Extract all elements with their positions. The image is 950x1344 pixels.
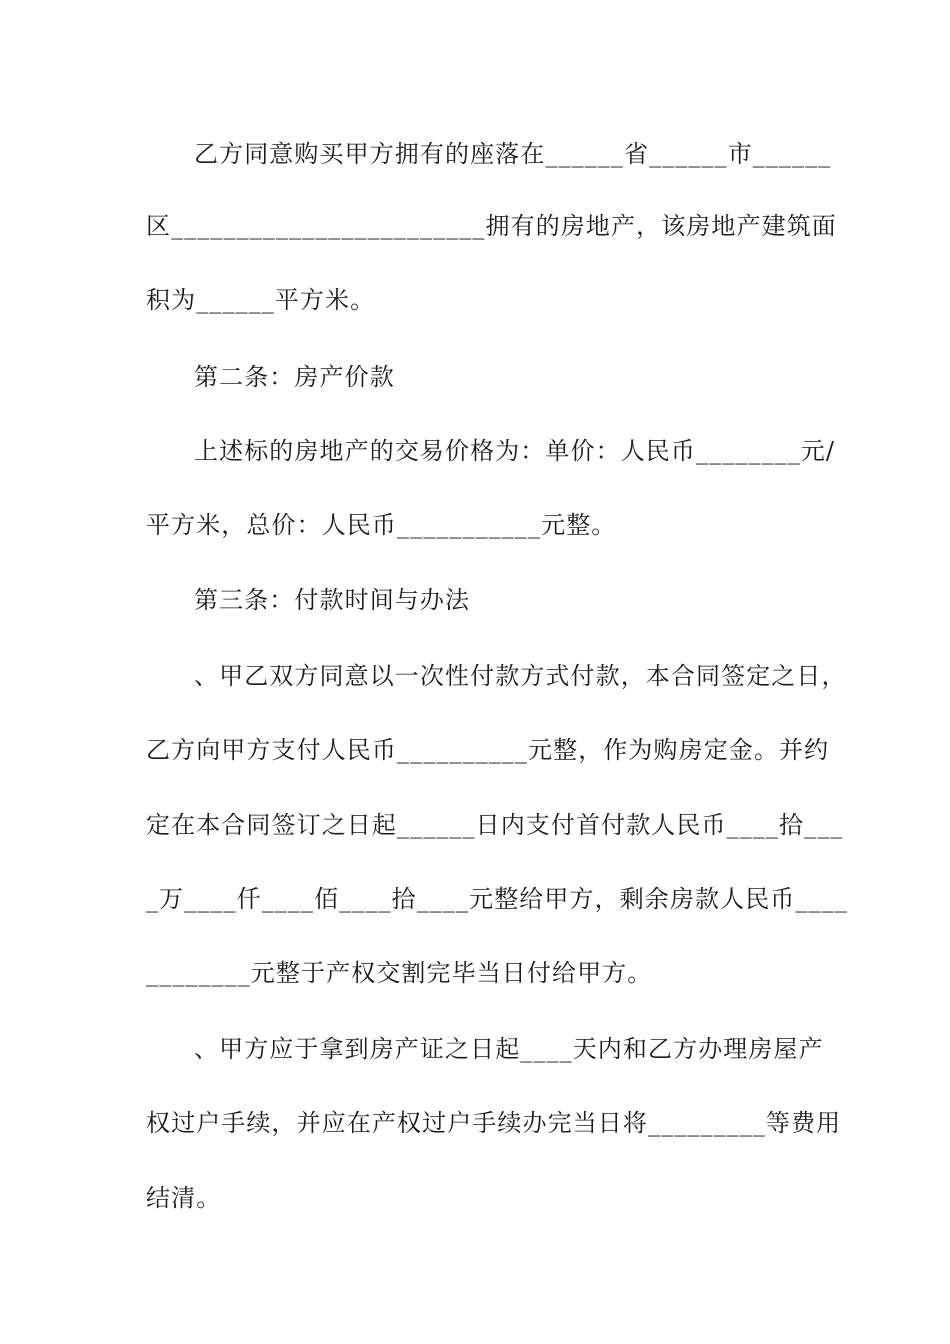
section-heading: 第三条：付款时间与办法 <box>194 586 471 614</box>
paragraph-line: 平方米，总价：人民币___________元整。 <box>146 511 617 539</box>
paragraph-line: 积为______平方米。 <box>146 286 376 314</box>
paragraph-line: 定在本合同签订之日起______日内支付首付款人民币____拾___ <box>146 811 844 839</box>
paragraph-line: ________元整于产权交割完毕当日付给甲方。 <box>146 959 653 987</box>
paragraph-line: _万____仟____佰____拾____元整给甲方，剩余房款人民币____ <box>146 885 848 913</box>
paragraph-line: 、甲方应于拿到房产证之日起____天内和乙方办理房屋产 <box>194 1035 824 1063</box>
paragraph-line: 结清。 <box>146 1184 222 1212</box>
paragraph-line: 上述标的房地产的交易价格为：单价：人民币________元/ <box>194 437 836 465</box>
paragraph-line: 乙方同意购买甲方拥有的座落在______省______市______ <box>194 140 832 168</box>
paragraph-line: 区________________________拥有的房地产，该房地产建筑面 <box>146 212 837 240</box>
paragraph-line: 、甲乙双方同意以一次性付款方式付款，本合同签定之日， <box>194 662 847 690</box>
paragraph-line: 权过户手续，并应在产权过户手续办完当日将_________等费用 <box>146 1109 842 1137</box>
paragraph-line: 乙方向甲方支付人民币__________元整，作为购房定金。并约 <box>146 736 830 764</box>
section-heading: 第二条：房产价款 <box>194 363 395 391</box>
